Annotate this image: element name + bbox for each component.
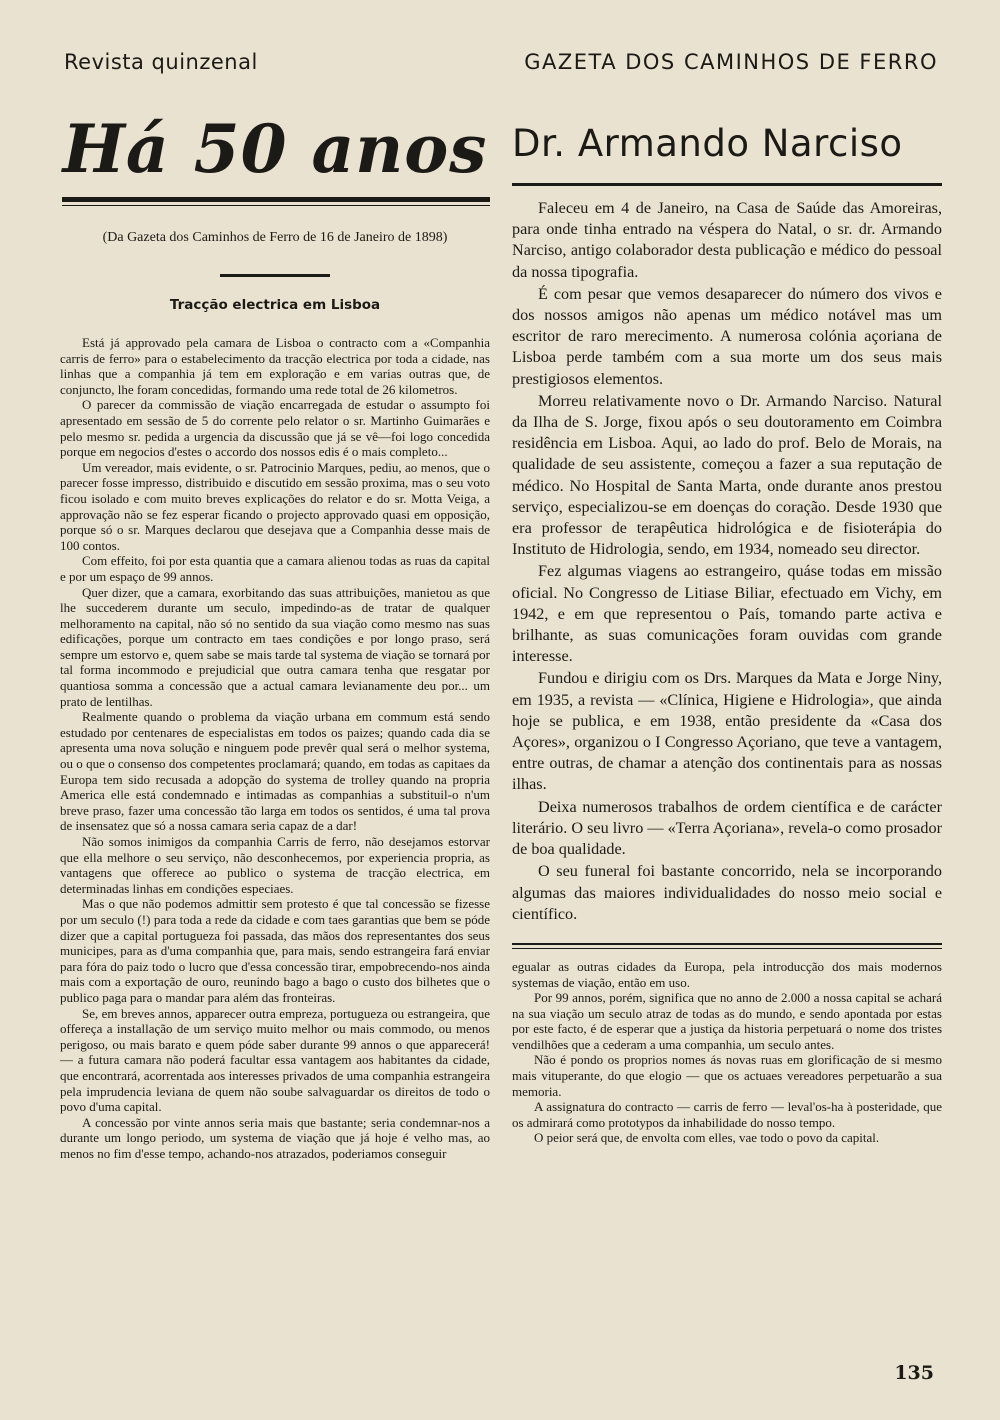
paragraph: O peior será que, de envolta com elles, vae todo o povo da capital.	[534, 1130, 880, 1146]
paragraph: Está já approvado pela camara de Lisboa o contracto com a «Companhia carris de ferro» para o estabelecimento da tracção electrica por toda a cidade, nas linhas que a companhia já tem em exploração e em varias outras que, de conjuncto, lhe foram concedidas, formando uma rede total de 26 kilometros.	[60, 335, 490, 397]
paragraph: Um vereador, mais evidente, o sr. Patrocinio Marques, pediu, ao menos, que o parecer fosse impresso, distribuido e discutido em sessão proxima, mas o seu voto ficou isolado e com muito breves explicações do relator e do sr. Motta Veiga, a approvação não se fez esperar ficando o projecto approvado quasi em opposição, porque só o sr. Marques declarou que desejava que a Companhia desse mais de 100 contos.	[60, 459, 490, 553]
article-title: Tracção electrica em Lisboa	[169, 297, 381, 313]
paragraph: Se, em breves annos, apparecer outra empreza, portugueza ou estrangeira, que offereça a installação de um serviço muito melhor ou mais commodo, ou menos perigoso, ou mais barato e quem póde saber durante 99 annos o que apparecerá! — a futura camara não poderá facultar essa vantagem aos habitantes da cidade, que encontrará, acorrentada aos interesses privados de uma companhia estrangeira pela imprudencia leviana de quem não soube salvaguardar os direitos de todo o povo d'uma capital.	[60, 1005, 490, 1115]
paragraph: Realmente quando o problema da viação urbana em commum está sendo estudado por centenares de especialistas em todos os paizes; quando cada dia se apresenta uma nova solução e ninguem pode prevêr qual será o melhor systema, ou o que o consenso dos competentes proclamará; quando, em todas as capitaes da Europa tem sido recusada a adopção do systema de trolley quando na propria America elle está condemnado e intimadas as companhias a substituil-o n'um breve praso, fazer uma concessão tão larga em todos os sentidos, é uma tal prova de insensatez que só a nossa camara seria capaz de a dar!	[60, 709, 490, 834]
paragraph: Mas o que não podemos admittir sem protesto é que tal concessão se fizesse por um seculo (!) para toda a rede da cidade e com taes garantias que bem se póde dizer que a capital portugueza foi passada, das mãos dos representantes dos seus municipes, para as d'uma companhia que, para mais, sendo estrangeira fará enviar para fóra do paiz todo o lucro que d'essa concessão tirar, empobrecendo-nos ainda mais com a exportação de ouro, reunindo bago a bago o custo dos bilhetes que o publico paga para o mandar para além das fronteiras.	[60, 896, 490, 1005]
header-right: GAZETA DOS CAMINHOS DE FERRO	[524, 50, 938, 74]
obituary-body	[512, 198, 942, 925]
paragraph: A assignatura do contracto — carris de ferro — leval'os-ha à posteridade, que os admirará como prototypos da inhabilidade do nosso tempo.	[512, 1099, 942, 1130]
header-left: Revista quinzenal	[64, 50, 258, 74]
paragraph: Fundou e dirigiu com os Drs. Marques da Mata e Jorge Niny, em 1935, a revista — «Clínica, Higiene e Hidrologia», que ainda hoje se publica, e em 1938, então presidente da «Casa dos Açores», organizou o I Congresso Açoriano, que teve a vantagem, entre outras, de chamar a atenção dos continentais para as nossas ilhas.	[512, 669, 942, 794]
obituary-heading: Dr. Armando Narciso	[512, 122, 903, 165]
paragraph: Quer dizer, que a camara, exorbitando das suas attribuições, manietou as que lhe succederem durante um seculo, impedindo-as de tratar de qualquer melhoramento na capital, não só no sentido da sua viação como mesmo nas suas edificações, porque um contracto em taes condições e por longo praso, será sempre um estorvo e, quem sabe se mais tarde tal systema de viação se tornará por tal forma incommodo e prejudicial que outra camara tenha que resgatar por quantiosa somma a concessão que a actual camara levianamente deu por... um prato de lentilhas.	[60, 584, 490, 709]
source-citation: (Da Gazeta dos Caminhos de Ferro de 16 de Janeiro de 1898)	[102, 230, 448, 245]
heading-rule-thick	[62, 197, 490, 202]
paragraph: Fez algumas viagens ao estrangeiro, quáse todas em missão oficial. No Congresso de Litiase Biliar, efectuado em Vichy, em 1942, e em que representou o País, tomando parte activa e brilhante, as suas comunicações foram ouvidas com grande interesse.	[512, 562, 942, 666]
paragraph: Por 99 annos, porém, significa que no anno de 2.000 a nossa capital se achará na sua viação um seculo atraz de todas as do mundo, e sendo apontada por estas por este facto, é de esperar que a justiça da historia perpetuará o nome dos tristes vendilhões que a cederam a uma companhia, um seculo antes.	[512, 990, 942, 1052]
heading-rule-thin	[62, 205, 490, 206]
paragraph: Com effeito, foi por esta quantia que a camara alienou todas as ruas da capital e por um espaço de 99 annos.	[60, 553, 490, 584]
paragraph: egualar as outras cidades da Europa, pela introducção dos mais modernos systemas de viação, então em uso.	[512, 958, 942, 990]
paragraph: O seu funeral foi bastante concorrido, nela se incorporando algumas das maiores individualidades do nosso meio social e científico.	[512, 862, 942, 923]
left-article-body	[60, 335, 490, 1161]
paragraph: Não somos inimigos da companhia Carris de ferro, não desejamos estorvar que ella melhore o seu serviço, não desconhecemos, por experiencia propria, as vantagens que offerece ao publico o systema de tracção electrica, em determinadas linhas em condições especiaes.	[60, 834, 490, 896]
section-heading: Há 50 anos	[62, 110, 488, 188]
paragraph: Morreu relativamente novo o Dr. Armando Narciso. Natural da Ilha de S. Jorge, fixou após o seu doutoramento em Coimbra residência em Lisboa. Aqui, ao lado do prof. Belo de Morais, na qualidade de seu assistente, começou a fazer a sua reputação de médico. No Hospital de Santa Marta, onde durante anos prestou serviço, especializou-se em doenças do coração. Desde 1930 que era professor de terapêutica hidrológica e de fisioterápia do Instituto de Hidrologia, sendo, em 1934, nomeado seu director.	[512, 391, 942, 559]
paragraph: É com pesar que vemos desaparecer do número dos vivos e dos nossos amigos não apenas um médico notável mas um escritor de raro merecimento. A numerosa colónia açoriana de Lisboa perde também com a sua morte um dos seus mais prestigiosos elementos.	[512, 284, 942, 388]
right-column	[512, 105, 942, 1146]
continuation-rule-thick	[512, 943, 942, 945]
left-column	[60, 105, 490, 1161]
page-number: 135	[894, 1362, 934, 1384]
paragraph: A concessão por vinte annos seria mais que bastante; seria condemnar-nos a durante um longo periodo, um systema de viação que já hoje é velho mas, ao menos no fim d'esse tempo, achando-nos atrazados, poderiamos conseguir	[60, 1114, 490, 1161]
short-divider	[220, 274, 330, 277]
paragraph: Não é pondo os proprios nomes ás novas ruas em glorificação de si mesmo mais vituperante, do que elogio — que os actuaes vereadores perpetuarão a sua memoria.	[512, 1052, 942, 1099]
paragraph: Faleceu em 4 de Janeiro, na Casa de Saúde das Amoreiras, para onde tinha entrado na véspera do Natal, o sr. dr. Armando Narciso, antigo colaborador desta publicação e médico do pessoal da nossa tipografia.	[512, 199, 942, 281]
continuation-body	[512, 959, 942, 1146]
continuation-rule-thin	[512, 948, 942, 949]
obituary-heading-rule	[512, 183, 942, 186]
paragraph: Deixa numerosos trabalhos de ordem científica e de carácter literário. O seu livro — «Terra Açoriana», revela-o como prosador de boa qualidade.	[512, 797, 942, 859]
paragraph: O parecer da commissão de viação encarregada de estudar o assumpto foi apresentado em sessão de 5 do corrente pelo relator o sr. Martinho Guimarães e pelo mesmo sr. pedida a urgencia da discussão que já se vê—foi logo concedida porque em negocios d'estes o accordo dos nossos edis é o mais completo...	[60, 397, 490, 460]
